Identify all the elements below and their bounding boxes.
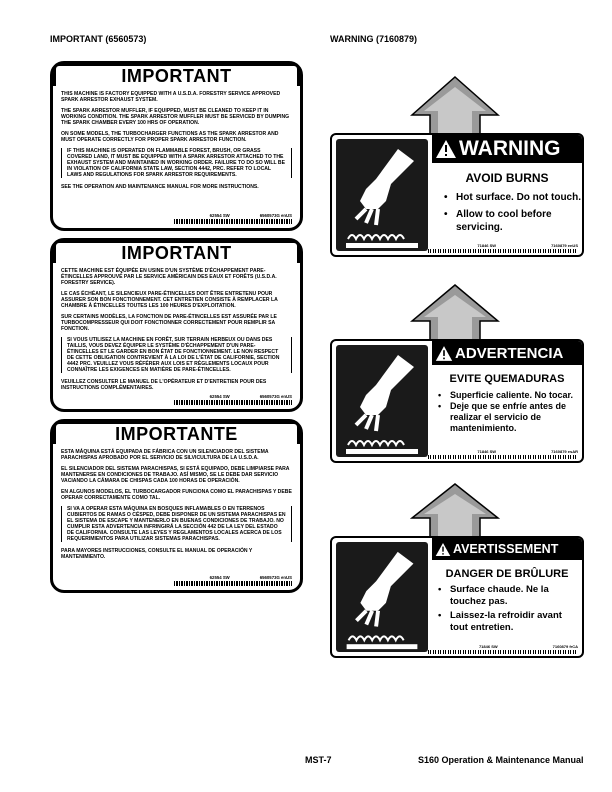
decal-title: IMPORTANTE <box>56 424 297 444</box>
warning-title: ADVERTENCIA <box>455 344 564 362</box>
warning-subtitle: AVOID BURNS <box>465 171 549 185</box>
warning-title: WARNING <box>459 137 561 160</box>
warning-box <box>330 339 584 463</box>
decal-code: 71846 SW <box>477 449 497 454</box>
warning-box <box>330 133 584 257</box>
decal-code: 62554 SW <box>209 394 230 399</box>
warning-item: • Hot surface. Do not touch. <box>456 191 582 204</box>
up-arrow-icon <box>410 75 500 135</box>
decal-paragraph: VEUILLEZ CONSULTER LE MANUEL DE L'OPÉRATEUR ET D'ENTRETIEN POUR DES INSTRUCTIONS COMPLÉMENTAIRES. <box>61 379 267 391</box>
decal-paragraph: THE SPARK ARRESTOR MUFFLER, IF EQUIPPED, MUST BE CLEANED TO KEEP IT IN WORKING CONDITION. THE SPARK ARRESTOR MUFFLER MUST BE SERVICED BY DUMPING THE SPARK CHAMBER EVERY 100 HRS OF OPERATION. <box>61 108 290 126</box>
decal-part-number: 7160879 frCA <box>552 644 578 649</box>
page-number: MST-7 <box>305 755 332 765</box>
warning-banner <box>432 135 582 163</box>
barcode <box>428 455 578 459</box>
warning-item: • Superficie caliente. No tocar. <box>450 390 582 401</box>
hot-surface-hand-icon <box>336 542 428 652</box>
decal-code: 71846 SW <box>478 644 498 649</box>
manual-title: S160 Operation & Maintenance Manual <box>418 755 584 765</box>
decal-title: IMPORTANT <box>56 66 297 86</box>
decal-part-number: 6560573G enUS <box>259 575 292 580</box>
decal-paragraph: SUR CERTAINS MODÈLES, LA FONCTION DE PARE-ÉTINCELLES EST ASSURÉE PAR LE TURBOCOMPRESSEUR QUI DOIT FONCTIONNER CORRECTEMENT POUR REMPLIR SA FONCTION. <box>61 314 277 332</box>
warning-item: • Laissez-la refroidir avant tout entretien. <box>450 610 582 634</box>
decal-boxed-notice: IF THIS MACHINE IS OPERATED ON FLAMMABLE FOREST, BRUSH, OR GRASS COVERED LAND, IT MUST BE EQUIPPED WITH A SPARK ARRESTOR ATTACHED TO THE EXHAUST SYSTEM AND MAINTAINED IN WORKING ORDER. FAILURE TO DO SO WILL BE IN VIOLATION OF CALIFORNIA STATE LAW, SECTION 4442, PRC. REFER TO LOCAL LAWS AND REGULATIONS FOR SPARK ARRESTOR REQUIREMENTS. <box>61 148 292 178</box>
hot-surface-hand-icon <box>336 345 428 457</box>
warning-item: • Deje que se enfríe antes de realizar el servicio de mantenimiento. <box>450 401 582 434</box>
alert-triangle-icon <box>435 139 457 159</box>
decal-paragraph: EN ALGUNOS MODELOS, EL TURBOCARGADOR FUNCIONA COMO EL PARACHISPAS Y DEBE OPERAR CORRECTAMENTE COMO TAL. <box>61 489 292 501</box>
decal-part-number: 7160879 esAR <box>551 449 578 454</box>
barcode <box>428 249 578 253</box>
decal-paragraph: SEE THE OPERATION AND MAINTENANCE MANUAL FOR MORE INSTRUCTIONS. <box>61 184 259 190</box>
up-arrow-icon <box>410 283 500 341</box>
warning-box <box>330 536 584 658</box>
decal-paragraph: EL SILENCIADOR DEL SISTEMA PARACHISPAS, SI ESTÁ EQUIPADO, DEBE LIMPIARSE PARA MANTENERSE EN CONDICIONES DE TRABAJO. ASÍ MISMO, SE LE DEBE DAR SERVICIO VACIANDO LA CÁMARA DE CHISPAS CADA 100 HORAS DE OPERACIÓN. <box>61 466 290 484</box>
barcode <box>174 581 292 586</box>
decal-paragraph: PARA MAYORES INSTRUCCIONES, CONSULTE EL MANUAL DE OPERACIÓN Y MANTENIMIENTO. <box>61 548 253 560</box>
decal-paragraph: ESTA MÁQUINA ESTÁ EQUIPADA DE FÁBRICA CON UN SILENCIADOR DEL SISTEMA PARACHISPAS APROBADO POR EL SERVICIO DE SILVICULTURA DE LA U.S.D.A. <box>61 449 269 461</box>
warning-subtitle: DANGER DE BRÛLURE <box>445 568 569 580</box>
important-decal-english <box>50 61 303 231</box>
header-left: IMPORTANT (6560573) <box>50 34 147 44</box>
decal-part-number: 6560573G enUS <box>259 394 292 399</box>
decal-code: 62554 SW <box>209 213 230 218</box>
alert-triangle-icon <box>435 542 451 557</box>
decal-paragraph: ON SOME MODELS, THE TURBOCHARGER FUNCTIONS AS THE SPARK ARRESTOR AND MUST OPERATE CORRECTLY FOR PROPER SPARK ARRESTOR FUNCTION. <box>61 131 279 143</box>
decal-part-number: 6560573G enUS <box>259 213 292 218</box>
warning-item: • Allow to cool before servicing. <box>456 208 582 234</box>
decal-paragraph: THIS MACHINE IS FACTORY EQUIPPED WITH A U.S.D.A. FORESTRY SERVICE APPROVED SPARK ARRESTOR EXHAUST SYSTEM. <box>61 91 281 103</box>
hot-surface-hand-icon <box>336 139 428 251</box>
alert-triangle-icon <box>435 345 453 362</box>
barcode <box>174 219 292 224</box>
warning-decal-english <box>330 75 584 257</box>
decal-code: 71846 SW <box>477 243 497 248</box>
barcode <box>174 400 292 405</box>
warning-item: • Surface chaude. Ne la touchez pas. <box>450 584 582 608</box>
warning-banner <box>432 341 582 365</box>
decal-paragraph: LE CAS ÉCHÉANT, LE SILENCIEUX PARE-ÉTINCELLES DOIT ÊTRE ENTRETENU POUR ASSURER SON BON FONCTIONNEMENT. CET ENTRETIEN CONSISTE À REMPLACER LA CHAMBRE À ÉTINCELLES TOUTES LES 100 HEURES D'EXPLOITATION. <box>61 291 278 309</box>
warning-title: AVERTISSEMENT <box>453 542 559 556</box>
decal-part-number: 7160879 enUS <box>551 243 578 248</box>
decal-code: 62554 SW <box>209 575 230 580</box>
warning-decal-french <box>330 482 584 658</box>
important-decal-french <box>50 238 303 412</box>
warning-banner <box>432 538 582 560</box>
warning-subtitle: EVITE QUEMADURAS <box>449 373 565 385</box>
important-decal-spanish <box>50 419 303 593</box>
decal-title: IMPORTANT <box>56 243 297 263</box>
up-arrow-icon <box>410 482 500 538</box>
barcode <box>428 650 578 654</box>
decal-boxed-notice: SI VA A OPERAR ESTA MÁQUINA EN BOSQUES INFLAMABLES O EN TERRENOS CUBIERTOS DE RAMAS O CÉSPED, DEBE DISPONER DE UN SISTEMA PARACHISPAS EN EL SISTEMA DE ESCAPE Y MANTENERLO EN BUENAS CONDICIONES DE TRABAJO. NO CUMPLIR ESTA ADVERTENCIA INFRINGIRÁ LA SECCIÓN 442 DE LA LEY DEL ESTADO DE CALIFORNIA. CONSULTE LAS LEYES Y REGLAMENTOS LOCALES ACERCA DE LOS REQUERIMIENTOS PARA UTILIZAR SISTEMAS PARACHISPAS. <box>61 506 292 542</box>
decal-boxed-notice: SI VOUS UTILISEZ LA MACHINE EN FORÊT, SUR TERRAIN HERBEUX OU DANS DES TAILLIS, VOUS DEVEZ ÉQUIPER LE SYSTÈME D'ÉCHAPPEMENT D'UN PARE-ÉTINCELLES ET LE GARDER EN BON ÉTAT DE FONCTIONNEMENT. LE NON RESPECT DE CETTE OBLIGATION CONTREVIENT À LA LOI DE L'ÉTAT DE CALIFORNIE, SECTION 4442 PRC. VEUILLEZ VOUS RÉFÉRER AUX LOIS ET RÈGLEMENTS LOCAUX POUR CONNAÎTRE LES EXIGENCES EN MATIÈRE DE PARE-ÉTINCELLES. <box>61 337 292 373</box>
header-right: WARNING (7160879) <box>330 34 418 44</box>
decal-paragraph: CETTE MACHINE EST ÉQUIPÉE EN USINE D'UN SYSTÈME D'ÉCHAPPEMENT PARE-ÉTINCELLES APPROUVÉ PAR LE SERVICE AMÉRICAIN DES EAUX ET FORÊTS (U.S.D.A. FORESTRY SERVICE). <box>61 268 277 286</box>
warning-decal-spanish <box>330 283 584 463</box>
